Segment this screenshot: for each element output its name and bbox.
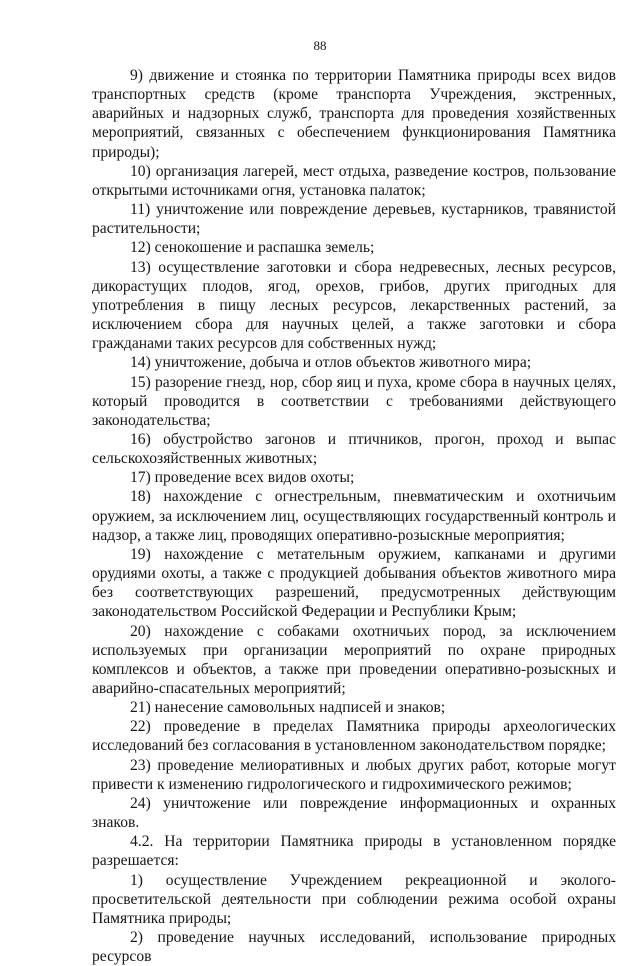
paragraph-item-17: 17) проведение всех видов охоты; [130, 469, 355, 487]
section-heading-4-2: 4.2. На территории Памятника природы в установленном порядке разрешается: [92, 833, 616, 870]
paragraph-item-16: 16) обустройство загонов и птичников, прогон, проход и выпас сельскохозяйственных животных; [92, 430, 616, 468]
paragraph-item-22: 22) проведение в пределах Памятника природы археологических исследований без согласования в установленном законодательством порядке; [92, 718, 616, 755]
paragraph-item-11: 11) уничтожение или повреждение деревьев, кустарников, травянистой растительности; [92, 201, 616, 238]
paragraph-item-20: 20) нахождение с собаками охотничьих пород, за исключением используемых при организации мероприятий по охране природных комплексов и объектов, а также при проведении оперативно-розыскных и аварийно-спасательных мероприятий; [92, 622, 616, 697]
paragraph-item-18: 18) нахождение с огнестрельным, пневматическим и охотничьим оружием, за исключением лиц, осуществляющих государственный контроль и надзор, а также лиц, проводящих оперативно-розыскные мероприятия; [92, 488, 616, 544]
permitted-item-1: 1) осуществление Учреждением рекреационной и эколого-просветительской деятельности при соблюдении режима особой охраны Памятника природы; [92, 871, 616, 927]
document-body [92, 66, 616, 966]
paragraph-item-14: 14) уничтожение, добыча и отлов объектов животного мира; [130, 354, 532, 372]
page-number: 88 [313, 38, 327, 53]
paragraph-item-13: 13) осуществление заготовки и сбора недревесных, лесных ресурсов, дикорастущих плодов, ягод, орехов, грибов, других пригодных для употребления в пищу лесных ресурсов, лекарственных растений, за исключением сбора для научных целей, а также заготовки и сбора гражданами таких ресурсов для собственных нужд; [92, 258, 616, 353]
permitted-item-2: 2) проведение научных исследований, использование природных ресурсов [92, 929, 616, 966]
paragraph-item-21: 21) нанесение самовольных надписей и знаков; [130, 699, 446, 717]
paragraph-item-12: 12) сенокошение и распашка земель; [130, 239, 375, 257]
paragraph-item-9: 9) движение и стоянка по территории Памятника природы всех видов транспортных средств (кроме транспорта Учреждения, экстренных, аварийных и надзорных служб, транспорта для проведения хозяйственных мероприятий, связанных с обеспечением функционирования Памятника природы); [92, 67, 616, 161]
paragraph-item-24: 24) уничтожение или повреждение информационных и охранных знаков. [92, 794, 616, 832]
paragraph-item-23: 23) проведение мелиоративных и любых других работ, которые могут привести к изменению гидрологического и гидрохимического режимов; [92, 756, 616, 793]
paragraph-item-10: 10) организация лагерей, мест отдыха, разведение костров, пользование открытыми источниками огня, установка палаток; [92, 162, 616, 199]
paragraph-item-15: 15) разорение гнезд, нор, сбор яиц и пуха, кроме сбора в научных целях, который проводится в соответствии с требованиями действующего законодательства; [92, 373, 616, 429]
paragraph-item-19: 19) нахождение с метательным оружием, капканами и другими орудиями охоты, а также с продукцией добывания объектов животного мира без соответствующих разрешений, предусмотренных действующим законодательством Российской Федерации и Республики Крым; [92, 545, 616, 621]
